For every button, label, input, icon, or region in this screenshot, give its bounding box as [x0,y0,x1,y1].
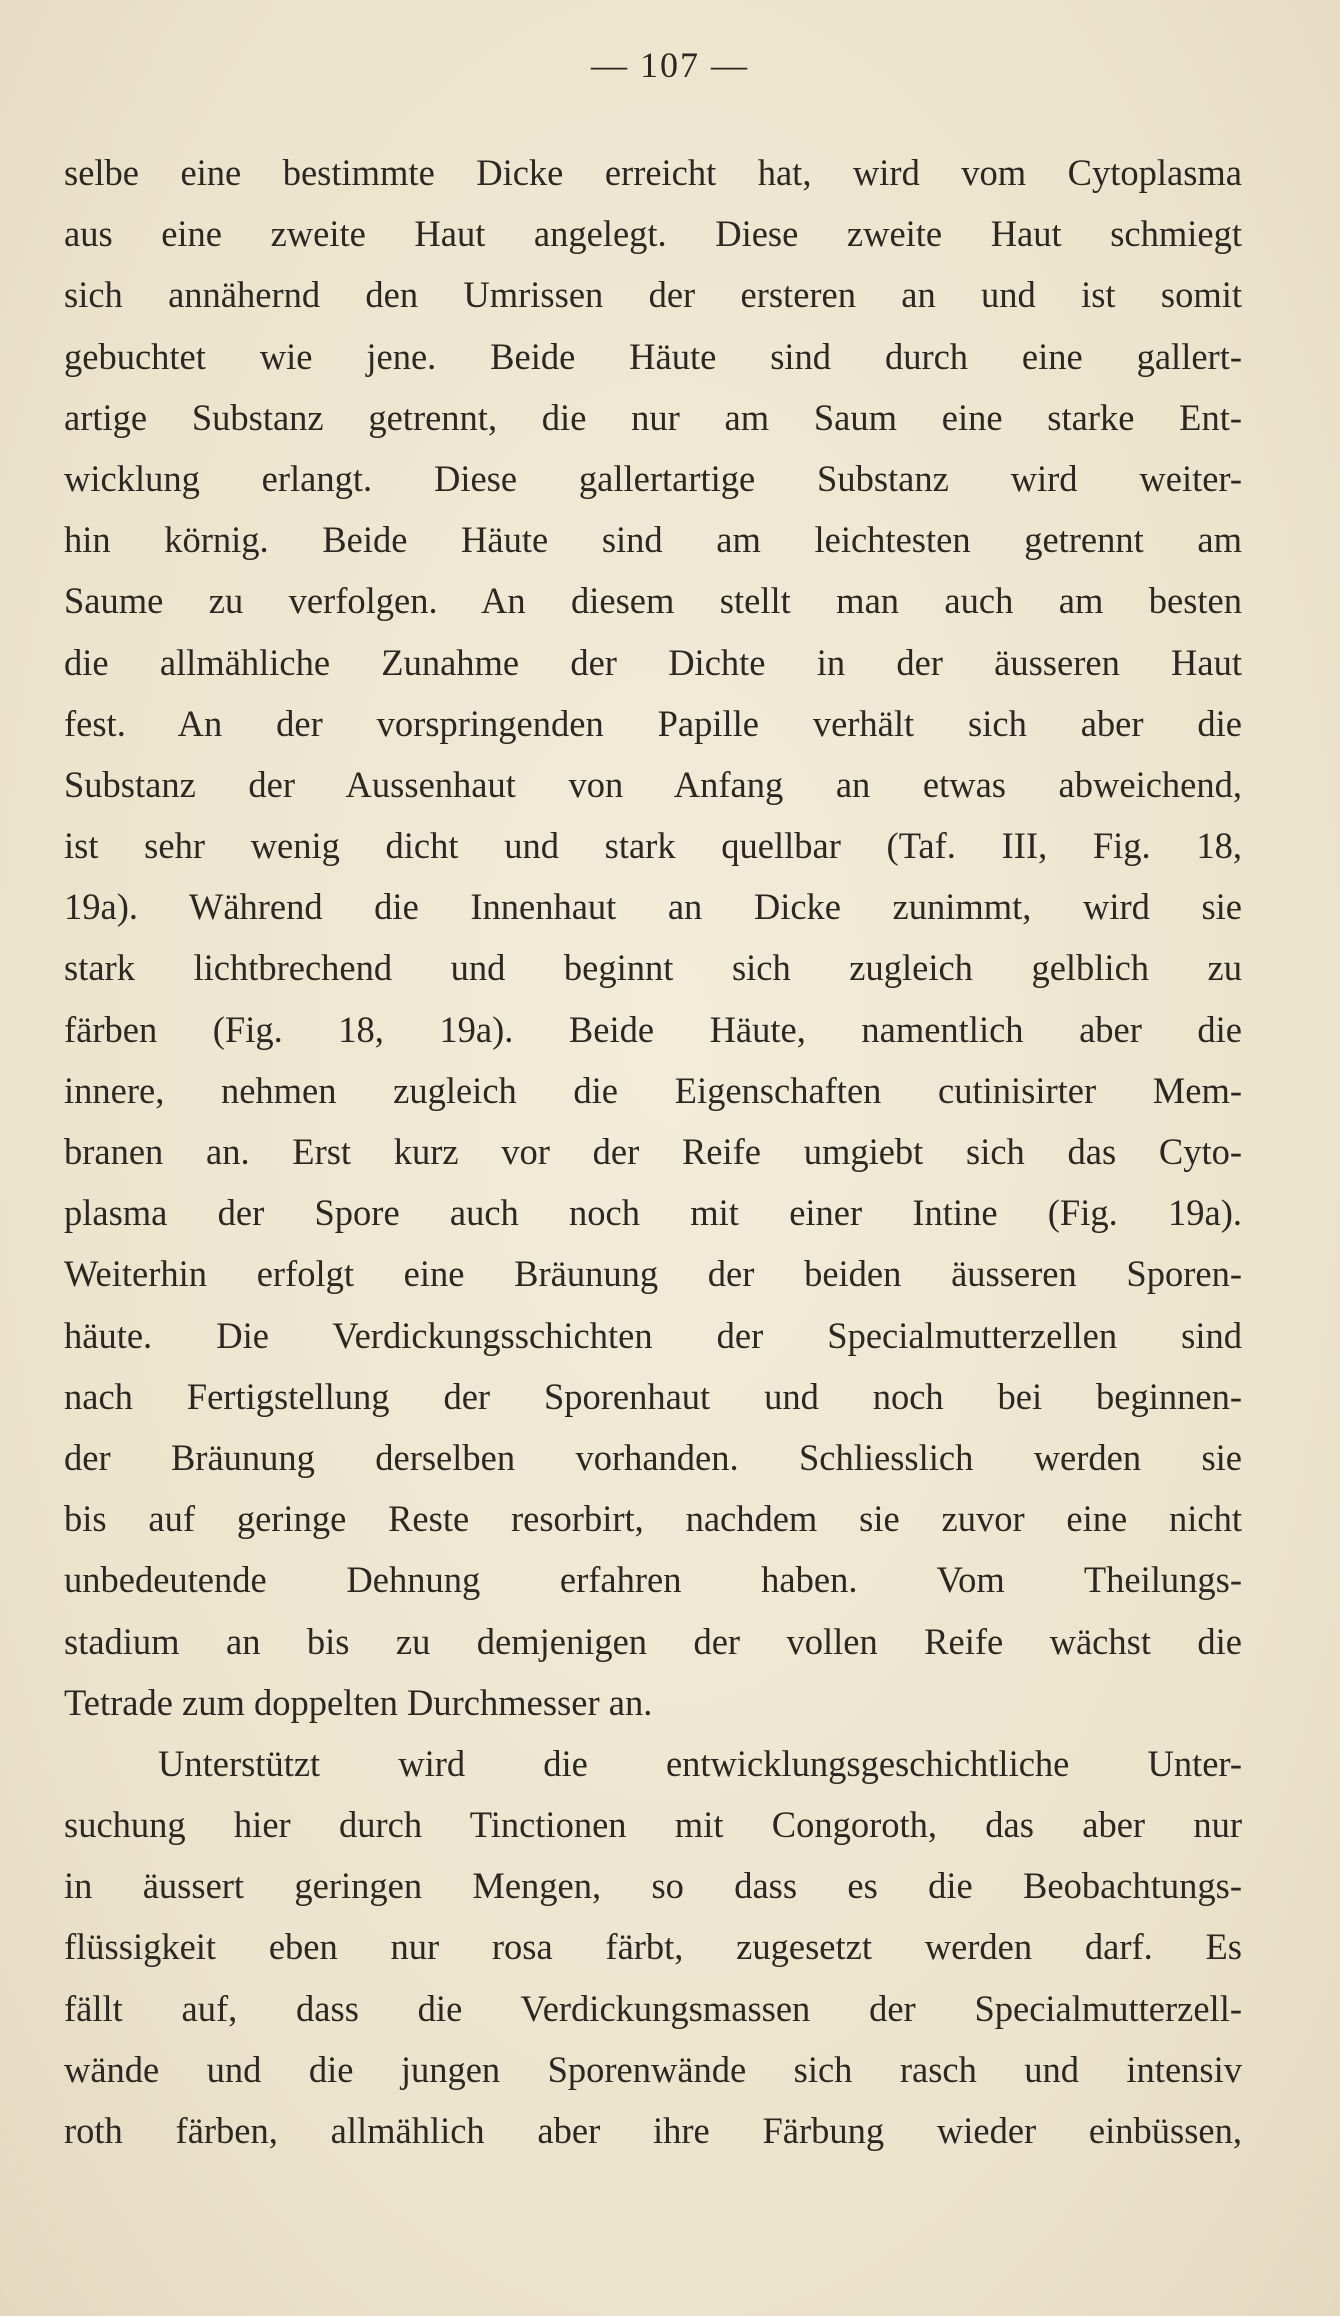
text-line: flüssigkeit eben nur rosa färbt, zugesetzt werden darf. Es [64,1926,1242,1968]
text-line: stadium an bis zu demjenigen der vollen Reife wächst die [64,1620,1242,1662]
text-line: innere, nehmen zugleich die Eigenschaften cutinisirter Mem- [64,1069,1242,1111]
text-line: artige Substanz getrennt, die nur am Saum eine starke Ent- [64,396,1242,438]
page-number: — 107 — [591,45,749,85]
text-line: bis auf geringe Reste resorbirt, nachdem sie zuvor eine nicht [64,1498,1242,1540]
text-line: wände und die jungen Sporenwände sich rasch und intensiv [64,2048,1242,2090]
text-line: färben (Fig. 18, 19a). Beide Häute, namentlich aber die [64,1008,1242,1050]
text-line: der Bräunung derselben vorhanden. Schliesslich werden sie [64,1436,1242,1478]
text-line: die allmähliche Zunahme der Dichte in der äusseren Haut [64,641,1242,683]
text-line: häute. Die Verdickungsschichten der Specialmutterzellen sind [64,1314,1242,1356]
text-line: stark lichtbrechend und beginnt sich zugleich gelblich zu [64,947,1242,989]
text-line: selbe eine bestimmte Dicke erreicht hat, wird vom Cytoplasma [64,152,1242,193]
text-line: in äussert geringen Mengen, so dass es die Beobachtungs- [64,1865,1242,1907]
text-line: suchung hier durch Tinctionen mit Congoroth, das aber nur [64,1804,1242,1846]
text-line: Tetrade zum doppelten Durchmesser an. [64,1681,653,1723]
text-line: gebuchtet wie jene. Beide Häute sind durch eine gallert- [64,335,1242,377]
text-line: fest. An der vorspringenden Papille verhält sich aber die [64,702,1242,744]
text-line: wicklung erlangt. Diese gallertartige Substanz wird weiter- [64,457,1242,499]
text-line: sich annähernd den Umrissen der ersteren an und ist somit [64,274,1242,316]
text-line: Substanz der Aussenhaut von Anfang an etwas abweichend, [64,763,1242,805]
text-line: aus eine zweite Haut angelegt. Diese zweite Haut schmiegt [64,213,1242,255]
text-line: branen an. Erst kurz vor der Reife umgiebt sich das Cyto- [64,1131,1242,1172]
text-line: nach Fertigstellung der Sporenhaut und noch bei beginnen- [64,1375,1242,1417]
text-line: hin körnig. Beide Häute sind am leichtesten getrennt am [64,519,1242,561]
text-line: roth färben, allmählich aber ihre Färbung wieder einbüssen, [64,2110,1242,2151]
text-line: Saume zu verfolgen. An diesem stellt man auch am besten [64,580,1242,622]
text-line: Weiterhin erfolgt eine Bräunung der beiden äusseren Sporen- [64,1253,1242,1295]
text-line: plasma der Spore auch noch mit einer Intine (Fig. 19a). [64,1192,1242,1234]
body-text [64,142,1242,2161]
text-line: ist sehr wenig dicht und stark quellbar (Taf. III, Fig. 18, [64,825,1242,867]
text-line: fällt auf, dass die Verdickungsmassen der Specialmutterzell- [64,1987,1242,2029]
text-line: 19a). Während die Innenhaut an Dicke zunimmt, wird sie [64,886,1242,928]
text-line: Unterstützt wird die entwicklungsgeschichtliche Unter- [158,1742,1242,1784]
text-line: unbedeutende Dehnung erfahren haben. Vom Theilungs- [64,1559,1242,1601]
